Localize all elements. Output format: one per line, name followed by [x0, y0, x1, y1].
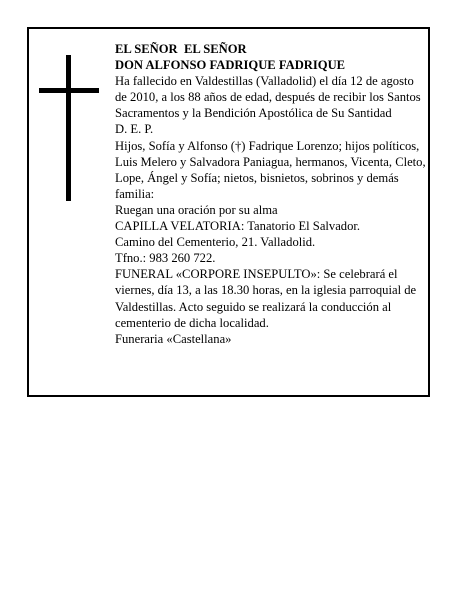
obituary-notice — [27, 27, 430, 397]
chapel-address: Camino del Cementerio, 21. Valladolid. — [115, 235, 316, 250]
heading-title: EL SEÑOR EL SEÑOR — [115, 42, 247, 56]
cross-horizontal-bar — [39, 88, 99, 93]
funeral-home: Funeraria «Castellana» — [115, 331, 232, 346]
death-announcement: Ha fallecido en Valdestillas (Valladolid) el día 12 de agosto de 2010, a los 88 años de edad, después de recibir los Santos Sacramentos y la Bendición Apostólica de Su Santidad — [115, 74, 421, 121]
rip-line: D. E. P. — [115, 122, 154, 137]
funeral-details: FUNERAL «CORPORE INSEPULTO»: Se celebrará el viernes, día 13, a las 18.30 horas, en la iglesia parroquial de Valdestillas. Acto seguido se realizará la conducción al cementerio de dicha localidad. — [115, 267, 417, 330]
chapel-line: CAPILLA VELATORIA: Tanatorio El Salvador. — [115, 219, 361, 234]
cross-icon — [39, 55, 99, 201]
family-list: Hijos, Sofía y Alfonso (†) Fadrique Lorenzo; hijos políticos, Luis Melero y Salvadora Paniagua, hermanos, Vicenta, Cleto, Lope, Ángel y Sofía; nietos, bisnietos, sobrinos y demás familia: — [115, 138, 426, 201]
prayer-request: Ruegan una oración por su alma — [115, 202, 278, 217]
notice-body — [115, 41, 427, 347]
phone-number: Tfno.: 983 260 722. — [115, 251, 216, 266]
deceased-name: DON ALFONSO FADRIQUE FADRIQUE — [115, 58, 346, 73]
cross-vertical-bar — [66, 55, 71, 201]
